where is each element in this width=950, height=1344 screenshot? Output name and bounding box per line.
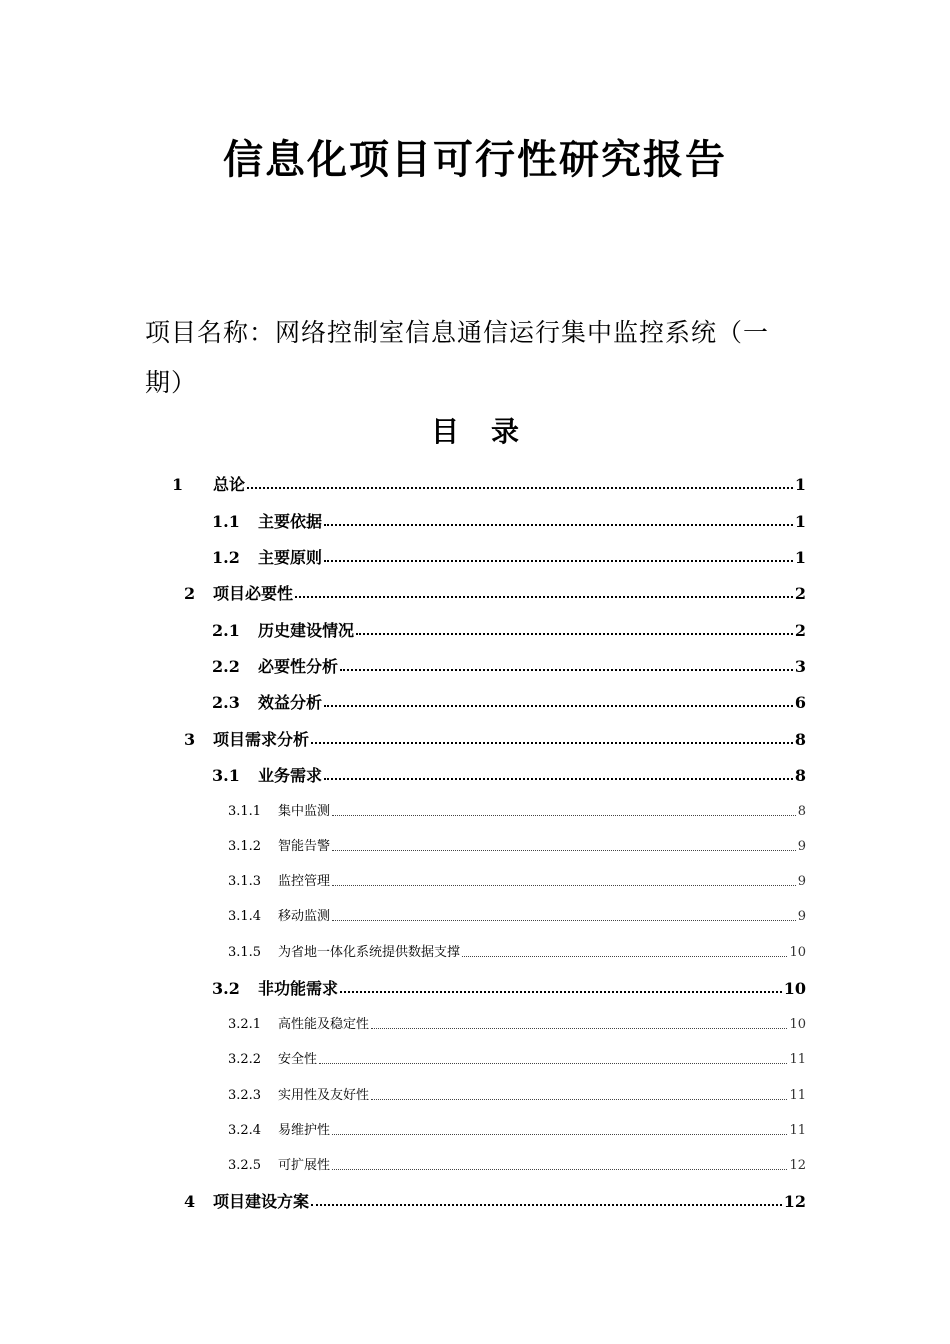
toc-entry-number: 3 [184, 730, 196, 749]
toc-entry[interactable] [212, 618, 806, 640]
toc-entry-number: 2.3 [212, 693, 240, 712]
toc-entry-number: 1.1 [212, 512, 240, 531]
toc-entry[interactable] [212, 763, 806, 785]
toc-entry-page: 11 [789, 1123, 806, 1138]
toc-entry-number: 2.1 [212, 621, 240, 640]
toc-entry-label: 监控管理 [278, 874, 331, 889]
toc-entry-page: 12 [783, 1192, 806, 1211]
toc-entry-page: 11 [789, 1052, 806, 1067]
toc-entry-label: 移动监测 [278, 909, 331, 924]
toc-entry-page: 1 [794, 512, 806, 531]
toc-entry-label: 实用性及友好性 [278, 1088, 370, 1103]
toc-entry[interactable] [184, 581, 806, 603]
toc-leader-dots [462, 956, 787, 957]
toc-entry-number: 3.2.2 [228, 1052, 262, 1067]
toc-leader-dots [340, 669, 793, 671]
toc-entry-label: 安全性 [278, 1052, 318, 1067]
toc-entry[interactable] [212, 976, 806, 998]
toc-entry-page: 8 [794, 766, 806, 785]
toc-leader-dots [356, 633, 793, 635]
toc-entry[interactable] [212, 654, 806, 676]
toc-entry-label: 主要原则 [258, 548, 323, 567]
toc-entry-page: 8 [797, 804, 806, 819]
toc-entry[interactable] [228, 800, 806, 820]
toc-entry-label: 主要依据 [258, 512, 323, 531]
toc-entry-page: 8 [794, 730, 806, 749]
toc-entry-label: 必要性分析 [258, 657, 339, 676]
toc-entry-page: 2 [794, 621, 806, 640]
toc-entry-page: 10 [789, 945, 806, 960]
toc-leader-dots [311, 742, 793, 744]
toc-entry-number: 3.2.1 [228, 1017, 262, 1032]
toc-entry-label: 项目需求分析 [213, 730, 310, 749]
toc-entry[interactable] [228, 835, 806, 855]
toc-entry-number: 1.2 [212, 548, 240, 567]
toc-entry[interactable] [212, 545, 806, 567]
toc-entry-page: 9 [797, 909, 806, 924]
toc-entry[interactable] [228, 1013, 806, 1033]
toc-entry-number: 3.1.3 [228, 874, 262, 889]
toc-leader-dots [332, 885, 796, 886]
toc-entry-number: 3.1 [212, 766, 240, 785]
toc-leader-dots [324, 705, 793, 707]
toc-leader-dots [332, 920, 796, 921]
toc-entry-label: 非功能需求 [258, 979, 339, 998]
toc-entry-number: 3.1.5 [228, 945, 262, 960]
toc-leader-dots [324, 560, 793, 562]
toc-leader-dots [332, 815, 796, 816]
toc-leader-dots [319, 1063, 787, 1064]
toc-entry-number: 2.2 [212, 657, 240, 676]
toc-entry[interactable] [228, 1154, 806, 1174]
toc-leader-dots [324, 778, 793, 780]
toc-leader-dots [371, 1028, 787, 1029]
toc-entry-label: 项目建设方案 [213, 1192, 310, 1211]
toc-entry-page: 6 [794, 693, 806, 712]
toc-heading-char-2: 录 [491, 415, 520, 448]
toc-entry-page: 1 [794, 475, 806, 494]
toc-entry-page: 9 [797, 839, 806, 854]
toc-entry-page: 10 [783, 979, 806, 998]
toc-leader-dots [311, 1204, 782, 1206]
toc-entry-label: 总论 [213, 475, 246, 494]
toc-entry-number: 2 [184, 584, 196, 603]
toc-leader-dots [332, 1134, 787, 1135]
toc-entry-label: 智能告警 [278, 839, 331, 854]
toc-entry-label: 高性能及稳定性 [278, 1017, 370, 1032]
toc-entry[interactable] [228, 1048, 806, 1068]
document-title: 信息化项目可行性研究报告 [223, 137, 727, 183]
toc-leader-dots [295, 596, 793, 598]
toc-entry-label: 效益分析 [258, 693, 323, 712]
toc-entry-label: 易维护性 [278, 1123, 331, 1138]
toc-leader-dots [247, 487, 793, 489]
toc-entry-number: 3.1.1 [228, 804, 262, 819]
toc-entry[interactable] [228, 1084, 806, 1104]
toc-heading-char-1: 目 [430, 415, 459, 448]
toc-entry-label: 业务需求 [258, 766, 323, 785]
toc-entry-page: 1 [794, 548, 806, 567]
toc-entry-number: 3.2.4 [228, 1123, 262, 1138]
toc-entry[interactable] [184, 727, 806, 749]
toc-entry[interactable] [228, 870, 806, 890]
toc-entry-label: 可扩展性 [278, 1158, 331, 1173]
toc-entry[interactable] [212, 690, 806, 712]
toc-entry-label: 集中监测 [278, 804, 331, 819]
toc-leader-dots [332, 1169, 787, 1170]
toc-entry-label: 项目必要性 [213, 584, 294, 603]
toc-entry-number: 4 [184, 1192, 196, 1211]
toc-entry-page: 11 [789, 1088, 806, 1103]
toc-entry-number: 3.1.4 [228, 909, 262, 924]
toc-leader-dots [371, 1099, 787, 1100]
toc-entry-label: 为省地一体化系统提供数据支撑 [278, 945, 461, 960]
toc-entry-number: 1 [172, 475, 184, 494]
project-name: 项目名称：网络控制室信息通信运行集中监控系统（一期） [145, 318, 770, 397]
toc-entry-number: 3.2.5 [228, 1158, 262, 1173]
toc-entry[interactable] [228, 941, 806, 961]
toc-entry-page: 2 [794, 584, 806, 603]
toc-heading [0, 410, 950, 450]
toc-leader-dots [332, 850, 796, 851]
toc-entry[interactable] [228, 1119, 806, 1139]
toc-leader-dots [340, 991, 782, 993]
toc-entry-page: 10 [789, 1017, 806, 1032]
toc-entry[interactable] [184, 1189, 806, 1211]
toc-entry[interactable] [172, 472, 806, 494]
toc-entry-number: 3.1.2 [228, 839, 262, 854]
toc-leader-dots [324, 524, 793, 526]
toc-entry-label: 历史建设情况 [258, 621, 355, 640]
toc-entry-number: 3.2 [212, 979, 240, 998]
toc-entry-page: 12 [789, 1158, 806, 1173]
toc-entry-page: 3 [794, 657, 806, 676]
toc-entry-number: 3.2.3 [228, 1088, 262, 1103]
toc-entry[interactable] [228, 905, 806, 925]
toc-entry-page: 9 [797, 874, 806, 889]
toc-entry[interactable] [212, 509, 806, 531]
